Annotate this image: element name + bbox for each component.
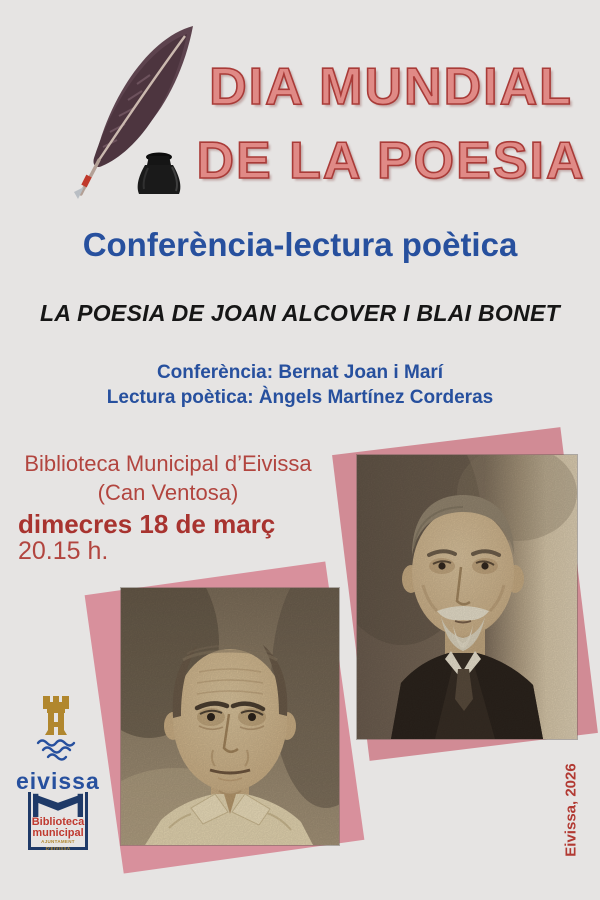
lecture-title: LA POESIA DE JOAN ALCOVER I BLAI BONET [40, 300, 560, 326]
event-time: 20.15 h. [18, 537, 109, 565]
quill-inkwell-svg [22, 10, 200, 208]
venue-room: (Can Ventosa) [97, 480, 239, 505]
castle-tower-icon [43, 696, 69, 735]
speaker-conference: Conferència: Bernat Joan i Marí [156, 362, 444, 383]
venue-block [18, 449, 318, 565]
eivissa-wordmark: eivissa [16, 768, 100, 794]
photo-joan-alcover [357, 455, 577, 739]
sea-waves-icon [38, 741, 74, 760]
venue-name: Biblioteca Municipal d’Eivissa [24, 451, 312, 476]
library-logo-text-3: AJUNTAMENT D'EIVISSA [41, 839, 75, 851]
library-logo-text-2: municipal [32, 826, 84, 839]
photo-blai-bonet [121, 588, 339, 845]
municipal-library-logo [28, 792, 88, 850]
portrait-elderly-bearded-man [357, 455, 577, 739]
eivissa-emblem-svg [34, 696, 78, 762]
edition-signature: Eivissa, 2026 [562, 763, 580, 857]
subtitle: Conferència-lectura poètica [82, 226, 518, 263]
library-logo-text-1: Biblioteca [31, 816, 85, 828]
poster-title [190, 50, 592, 198]
speaker-poetry-reading: Lectura poètica: Àngels Martínez Corderas [106, 387, 494, 408]
open-book-icon [31, 792, 85, 817]
event-date: dimecres 18 de març [18, 509, 276, 539]
inkwell-icon [138, 153, 181, 195]
quill-and-inkwell-illustration [22, 10, 200, 208]
portrait-balding-man [121, 588, 339, 845]
speakers-block [0, 360, 600, 410]
title-line-2: DE LA POESIA [196, 132, 586, 190]
title-line-1: DIA MUNDIAL [209, 58, 573, 116]
eivissa-council-logo [16, 696, 100, 795]
